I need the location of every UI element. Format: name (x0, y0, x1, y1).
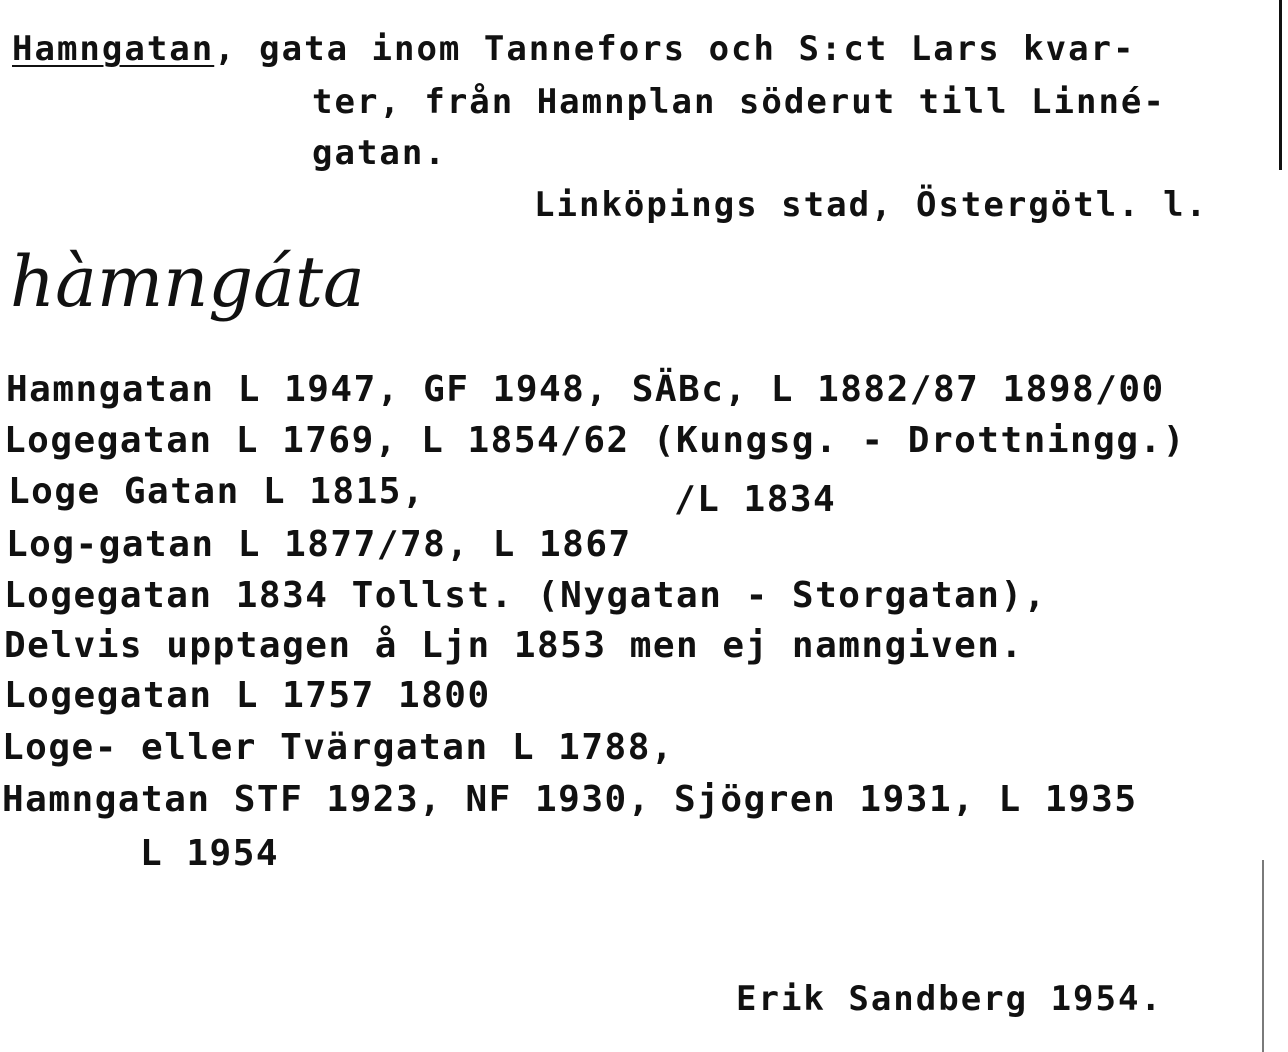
entry-line-5: Logegatan 1834 Tollst. (Nygatan - Storgatan), (4, 575, 1047, 616)
entry-line-1: Hamngatan L 1947, GF 1948, SÄBc, L 1882/87 1898/00 (6, 369, 1165, 410)
card-edge-shadow (1262, 860, 1264, 1052)
entry-line-9: Hamngatan STF 1923, NF 1930, Sjögren 1931, L 1935 (2, 779, 1138, 820)
definition-line-1: , gata inom Tannefors och S:ct Lars kvar- (214, 29, 1136, 69)
header-line-1 (12, 29, 1136, 69)
entry-line-3b: /L 1834 (674, 479, 837, 520)
entry-line-8: Loge- eller Tvärgatan L 1788, (2, 727, 675, 768)
entry-line-10: L 1954 (140, 833, 280, 874)
definition-line-3: gatan. (312, 133, 447, 173)
card-edge-line (1279, 0, 1282, 170)
handwritten-text: hàmngáta (10, 241, 365, 323)
entry-line-7: Logegatan L 1757 1800 (4, 675, 491, 716)
entry-line-6: Delvis upptagen å Ljn 1853 men ej namngiven. (4, 625, 1024, 666)
entry-line-4: Log-gatan L 1877/78, L 1867 (6, 524, 632, 565)
handwritten-pronunciation (10, 228, 530, 348)
signature: Erik Sandberg 1954. (736, 979, 1163, 1019)
headword: Hamngatan (12, 29, 215, 69)
definition-line-2: ter, från Hamnplan söderut till Linné- (312, 82, 1166, 122)
entry-line-3a: Loge Gatan L 1815, (8, 471, 426, 512)
entry-line-2: Logegatan L 1769, L 1854/62 (Kungsg. - Drottningg.) (4, 420, 1186, 461)
location-line: Linköpings stad, Östergötl. l. (534, 185, 1209, 225)
